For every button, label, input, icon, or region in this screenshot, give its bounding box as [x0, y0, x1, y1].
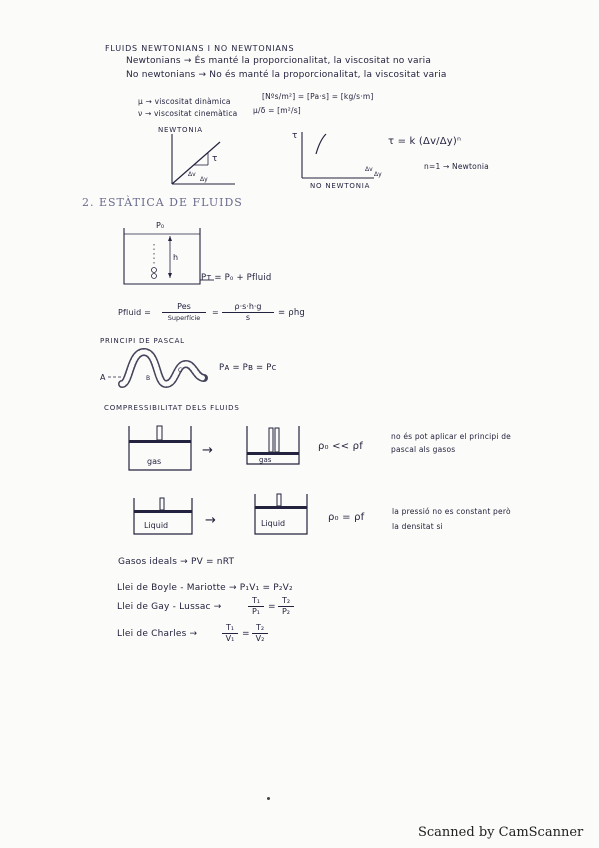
pfluid-fraction-weight-area	[162, 302, 206, 323]
dynamic-viscosity-definition: μ → viscositat dinàmica	[138, 97, 231, 106]
gas-piston-before	[127, 424, 193, 472]
power-law-note: n=1 → Newtonia	[424, 162, 489, 171]
gas-piston-after	[245, 424, 301, 466]
dynamic-viscosity-units: [Nºs/m²] = [Pa·s] = [kg/s·m]	[262, 92, 374, 101]
non-newtonian-definition: No newtonians → No és manté la proporcionalitat, la viscositat varia	[126, 70, 447, 80]
liquid-density-relation: ρ₀ = ρf	[328, 512, 365, 523]
pascal-point-b: B	[146, 375, 151, 382]
liquid-label-after: Liquid	[261, 519, 286, 528]
gay-lussac-p1: P₁	[248, 606, 264, 617]
pascal-equation: Pᴀ = Pʙ = Pᴄ	[219, 363, 277, 373]
pfluid-expanded-numerator: ρ·s·h·g	[234, 302, 262, 311]
pfluid-label: Pfluid =	[118, 308, 152, 317]
scanner-watermark: Scanned by CamScanner	[418, 825, 584, 840]
gay-lussac-fraction-2	[278, 596, 294, 617]
power-law-formula: τ = k (Δv/Δy)ⁿ	[388, 136, 462, 147]
total-pressure-equation: Pᴛ = P₀ + Pfluid	[201, 273, 272, 283]
equals-sign: =	[212, 308, 219, 317]
charles-equals: =	[242, 629, 250, 639]
gas-label-after: gas	[259, 456, 272, 464]
gay-lussac-t2: T₂	[281, 596, 291, 605]
gas-note-line-2: pascal als gasos	[391, 445, 456, 454]
non-newtonian-graph-dv: Δv	[365, 166, 373, 173]
gay-lussac-p2: P₂	[278, 606, 294, 617]
charles-fraction-1	[222, 623, 238, 644]
gay-lussac-fraction-1	[248, 596, 264, 617]
newtonian-graph-dv: Δv	[188, 171, 196, 178]
pfluid-fraction-expanded	[222, 302, 274, 323]
charles-v2: V₂	[252, 633, 268, 644]
notes-title: FLUIDS NEWTONIANS I NO NEWTONIANS	[105, 44, 295, 53]
pascal-tube-diagram	[100, 348, 210, 398]
non-newtonian-graph-tau: τ	[292, 131, 298, 141]
compression-arrow-gas: →	[202, 443, 214, 458]
pascal-point-c: C	[178, 367, 183, 374]
newtonian-graph-tau: τ	[212, 154, 218, 164]
charles-v1: V₁	[222, 633, 238, 644]
page-mark-dot	[267, 797, 270, 800]
compressibility-heading: COMPRESSIBILITAT DELS FLUIDS	[104, 404, 240, 412]
kinematic-viscosity-definition: ν → viscositat cinemàtica	[138, 109, 238, 118]
gas-note-line-1: no és pot aplicar el principi de	[391, 432, 511, 441]
tank-p0-label: P₀	[156, 221, 165, 230]
non-newtonian-graph	[292, 126, 402, 192]
pfluid-result: = ρhg	[278, 308, 306, 318]
liquid-label-before: Liquid	[144, 521, 169, 530]
gay-lussac-label: Llei de Gay - Lussac →	[117, 602, 222, 612]
pascal-point-a: A	[100, 373, 106, 382]
ideal-gas-law: Gasos ideals → PV = nRT	[118, 557, 235, 567]
compression-arrow-liquid: →	[205, 513, 217, 528]
liquid-note-line-1: la pressió no es constant però	[392, 507, 511, 516]
liquid-piston-after	[253, 492, 309, 536]
charles-t1: T₁	[225, 623, 235, 632]
non-newtonian-graph-label: NO NEWTONIA	[310, 182, 371, 190]
kinematic-viscosity-units: μ/δ = [m²/s]	[253, 106, 301, 115]
gas-label-before: gas	[147, 457, 162, 466]
newtonian-definition: Newtonians → És manté la proporcionalitat, la viscositat no varia	[126, 56, 432, 66]
pfluid-denominator: Superfície	[162, 312, 206, 323]
gay-lussac-t1: T₁	[251, 596, 261, 605]
tank-h-label: h	[173, 253, 179, 262]
charles-fraction-2	[252, 623, 268, 644]
newtonian-graph-dy: Δy	[200, 176, 208, 183]
gay-lussac-equals: =	[268, 602, 276, 612]
gas-density-relation: ρ₀ << ρf	[318, 441, 363, 452]
pfluid-expanded-denominator: s	[222, 312, 274, 323]
non-newtonian-graph-dy: Δy	[374, 171, 382, 178]
charles-label: Llei de Charles →	[117, 629, 198, 639]
liquid-note-line-2: la densitat si	[392, 522, 443, 531]
section-heading-fluid-statics: 2. ESTÀTICA DE FLUIDS	[82, 196, 243, 209]
newtonian-graph-label: NEWTONIA	[158, 126, 203, 134]
pfluid-numerator: Pes	[177, 302, 191, 311]
pascal-heading: PRINCIPI DE PASCAL	[100, 337, 185, 345]
newtonian-graph	[150, 120, 260, 190]
charles-t2: T₂	[255, 623, 265, 632]
liquid-piston-before	[132, 496, 194, 536]
boyle-mariotte-law: Llei de Boyle - Mariotte → P₁V₁ = P₂V₂	[117, 583, 293, 593]
